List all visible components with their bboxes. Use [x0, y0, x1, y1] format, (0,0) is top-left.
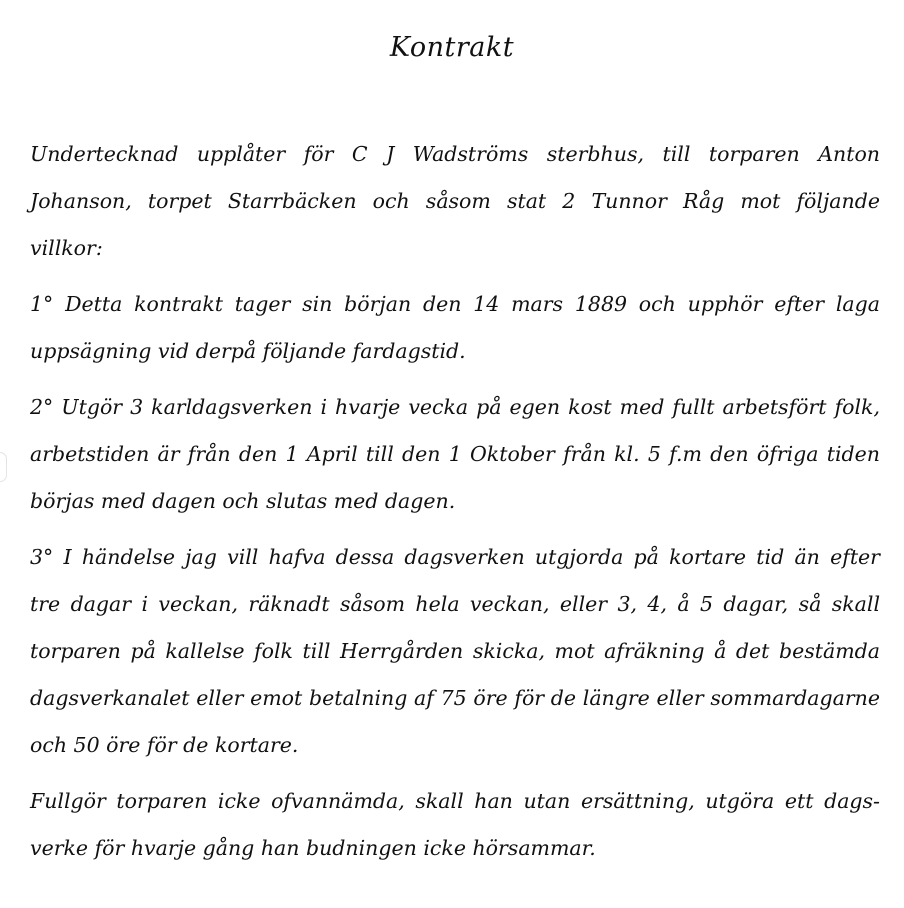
- text-line: torparen på kallelse folk till Herrgården skicka, mot afräkning å det bestämda: [30, 639, 880, 663]
- text-line: 3° I händelse jag vill hafva dessa dagsverken utgjorda på kortare tid än efter: [30, 545, 880, 569]
- text-line: Fullgör torparen icke ofvannämda, skall han utan ersättning, utgöra ett dags-: [30, 789, 880, 813]
- document-title: Kontrakt: [389, 32, 515, 63]
- paragraph-intro: [30, 131, 880, 272]
- text-line: 1° Detta kontrakt tager sin början den 14 mars 1889 och upphör efter laga: [30, 292, 880, 316]
- text-line: Undertecknad upplåter för C J Wadströms sterbhus, till torparen Anton: [30, 142, 880, 166]
- text-line: börjas med dagen och slutas med dagen.: [30, 489, 456, 513]
- paragraph-clause-1: [30, 281, 880, 375]
- text-line: tre dagar i veckan, räknadt såsom hela veckan, eller 3, 4, å 5 dagar, så skall: [30, 592, 880, 616]
- paragraph-penalty: [30, 778, 880, 872]
- contract-body: [30, 131, 880, 881]
- text-line: Johanson, torpet Starrbäcken och såsom stat 2 Tunnor Råg mot följande: [30, 189, 880, 213]
- text-line: villkor:: [30, 236, 103, 260]
- text-line: och 50 öre för de kortare.: [30, 733, 299, 757]
- text-line: verke för hvarje gång han budningen icke hörsammar.: [30, 836, 596, 860]
- text-line: arbetstiden är från den 1 April till den 1 Oktober från kl. 5 f.m den öfriga tiden: [30, 442, 880, 466]
- paragraph-clause-2: [30, 384, 880, 525]
- text-line: 2° Utgör 3 karldagsverken i hvarje vecka på egen kost med fullt arbetsfört folk,: [30, 395, 880, 419]
- paragraph-clause-3: [30, 534, 880, 769]
- text-line: uppsägning vid derpå följande fardagstid.: [30, 339, 466, 363]
- scroll-handle[interactable]: [0, 452, 7, 482]
- text-line: dagsverkanalet eller emot betalning af 75 öre för de längre eller sommardagarne: [30, 686, 880, 710]
